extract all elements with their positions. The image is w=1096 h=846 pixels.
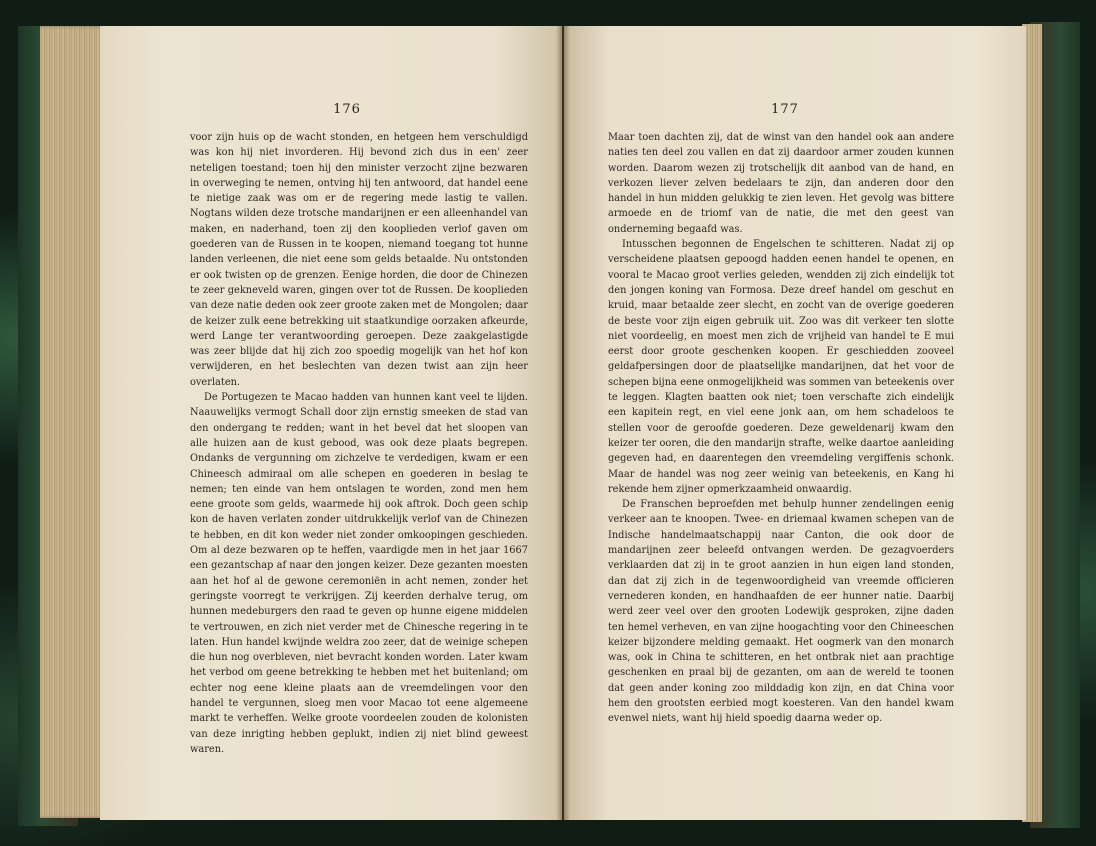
book-gutter [556, 26, 570, 820]
right-page [564, 26, 1026, 820]
paragraph: De Portugezen te Macao hadden van hunnen kant veel te lijden. Naauwelijks vermogt Schall door zijn ernstig smeeken de stad van den ondergang te redden; want in het bevel dat het sloopen van alle huizen aan de kust gebood, was ook deze plaats begrepen. Ondanks de vergunning om zichzelve te verdedigen, kwam er een Chineesch admiraal om alle schepen en goederen in beslag te nemen; ten einde van hem ontslagen te worden, zond men hem eene groote som gelds, waarmede hij ook aftrok. Doch geen schip kon de haven verlaten zonder uitdrukkelijk verlof van de Chinezen te hebben, en dit kon weder niet zonder omkoopingen geschieden. Om al deze bezwaren op te heffen, vaardigde men in het jaar 1667 een gezantschap af naar den jongen keizer. Deze gezanten moesten aan het hof al de gewone ceremoniën in acht nemen, zonder het geringste voorregt te verkrijgen. Zij keerden derhalve terug, om hunnen medeburgers den raad te geven op hunne eigene middelen te vertrouwen, en zich niet verder met de Chinesche regering in te laten. Hun handel kwijnde weldra zoo zeer, dat de weinige schepen die hun nog overbleven, niet bevracht konden worden. Later kwam het verbod om geene betrekking te hebben met het buitenland; om echter nog eene kleine plaats aan de vreemdelingen voor den handel te vergunnen, sloeg men voor Macao tot eene algemeene markt te verheffen. Welke groote voordeelen zouden de kolonisten van deze inrigting hebben geplukt, indien zij niet blind geweest waren. [190, 392, 528, 755]
right-page-text [608, 130, 954, 727]
paragraph: De Franschen beproefden met behulp hunner zendelingen eenig verkeer aan te knoopen. Twee- en driemaal kwamen schepen van de Indische handelmaatschappij naar Canton, die ook door de mandarijnen zeer beleefd ontvangen werden. De gezagvoerders verklaarden dat zij in te groot aanzien in hun eigen land stonden, dan dat zij zich in de tegenwoordigheid van vreemde officieren vernederen konden, en handhaafden de eer hunner natie. Daarbij werd zeer veel over den grooten Lodewijk gesproken, zijne daden ten hemel verheven, en van zijne hoogachting voor den Chineeschen keizer bijzondere melding gemaakt. Het oogmerk van den monarch was, ook in China te schitteren, en het ontbrak niet aan prachtige geschenken en praal bij de gezanten, om aan de wereld te toonen dat geen ander koning zoo milddadig kon zijn, en dat China voor hem den grootsten eerbied mogt koesteren. Van den handel kwam evenwel niets, want hij hield spoedig daarna weder op. [608, 499, 954, 725]
paragraph: Intusschen begonnen de Engelschen te schitteren. Nadat zij op verscheidene plaatsen gepoogd hadden eenen handel te openen, en vooral te Macao groot verlies geleden, wendden zij zich eindelijk tot den jongen koning van Formosa. Deze dreef handel om geschut en kruid, maar betaalde zeer slecht, en zocht van de overige goederen de beste voor zijn eigen gebruik uit. Zoo was dit verkeer ten slotte niet voordeelig, en moest men zich de vrijheid van handel te E mui eerst door groote geschenken koopen. Er geschiedden zooveel geldafpersingen door de plaatselijke mandarijnen, dat het voor de schepen bijna eene onmogelijkheid was sommen van beteekenis over te leggen. Klagten baatten ook niet; toen verschafte zich eindelijk een kapitein regt, en viel eene jonk aan, om hem schadeloos te stellen voor de geroofde goederen. Deze geweldenarij kwam den keizer ter ooren, die den mandarijn strafte, welke daartoe aanleiding gegeven had, en daarentegen den vreemdeling vergiffenis schonk. Maar de handel was nog zeer weinig van beteekenis, en Kang hi rekende hem zijner opmerkzaamheid onwaardig. [608, 239, 954, 495]
left-page [100, 26, 562, 820]
paragraph: Maar toen dachten zij, dat de winst van den handel ook aan andere naties ten deel zou vallen en dat zij daardoor armer zouden kunnen worden. Daarom wezen zij trotschelijk dit aanbod van de hand, en verkozen liever zelven bedelaars te zijn, dan anderen door den handel in hun midden gelukkig te zien leven. Het gevolg was bittere armoede en de triomf van de natie, die met den geest van onderneming begaafd was. [608, 132, 954, 235]
paragraph: voor zijn huis op de wacht stonden, en hetgeen hem verschuldigd was kon hij niet invorderen. Hij bevond zich dus in een' zeer neteligen toestand; toen hij den minister verzocht zijne bezwaren in overweging te nemen, ontving hij ten antwoord, dat handel eene te nietige zaak was om er de regering mede lastig te vallen. Nogtans wilden deze trotsche mandarijnen er een alleenhandel van maken, en naderhand, toen zij den kooplieden verlof gaven om goederen van de Russen in te koopen, niemand toegang tot hunne landen verleenen, die niet eene som gelds betaalde. Nu ontstonden er ook twisten op de grenzen. Eenige horden, die door de Chinezen te zeer gekneveld waren, gingen over tot de Russen. De kooplieden van deze natie deden ook zeer groote zaken met de Mongolen; daar de keizer zulk eene betrekking uit staatkundige oorzaken afkeurde, werd Lange ter verantwoording geroepen. Deze zaakgelastigde was zeer blijde dat hij zich zoo spoedig mogelijk van het hof kon verwijderen, en het beslechten van dezen twist aan zijn heer overlaten. [190, 132, 528, 388]
page-number-left: 176 [333, 102, 361, 117]
page-edges-left [40, 26, 106, 818]
left-page-text [190, 130, 528, 757]
page-number-right: 177 [771, 102, 799, 117]
